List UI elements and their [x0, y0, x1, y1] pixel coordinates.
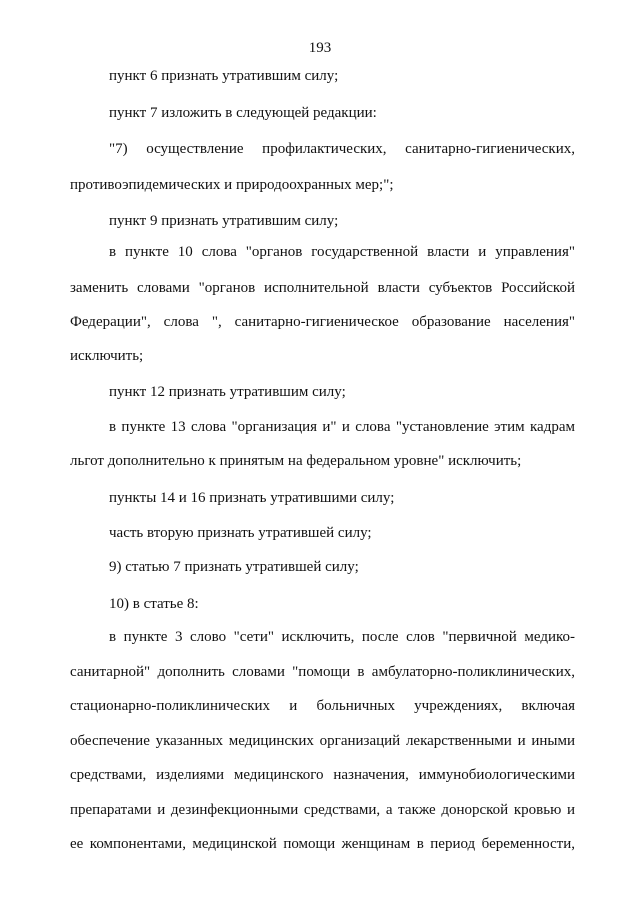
text-line: препаратами и дезинфекционными средствами, а также донорской кровью и — [70, 802, 575, 818]
text-line: пункт 12 признать утратившим силу; — [109, 384, 346, 400]
text-line: ее компонентами, медицинской помощи женщинам в период беременности, — [70, 836, 575, 852]
text-line: стационарно-поликлинических и больничных учреждениях, включая — [70, 698, 575, 714]
page-number: 193 — [308, 40, 332, 56]
text-line: пункт 9 признать утратившим силу; — [109, 213, 339, 229]
text-line: в пункте 3 слово "сети" исключить, после слов "первичной медико- — [109, 629, 575, 645]
text-line: "7) осуществление профилактических, санитарно-гигиенических, — [109, 141, 575, 157]
text-line: исключить; — [70, 348, 144, 364]
text-line: санитарной" дополнить словами "помощи в амбулаторно-поликлинических, — [70, 664, 575, 680]
text-line: часть вторую признать утратившей силу; — [109, 525, 372, 541]
text-line: льгот дополнительно к принятым на федеральном уровне" исключить; — [70, 453, 522, 469]
text-line: 10) в статье 8: — [109, 596, 199, 612]
text-line: 9) статью 7 признать утратившей силу; — [109, 559, 359, 575]
text-line: обеспечение указанных медицинских организаций лекарственными и иными — [70, 733, 575, 749]
text-line: заменить словами "органов исполнительной власти субъектов Российской — [70, 280, 575, 296]
text-line: в пункте 13 слова "организация и" и слова "установление этим кадрам — [109, 419, 575, 435]
text-line: средствами, изделиями медицинского назначения, иммунобиологическими — [70, 767, 575, 783]
text-line: Федерации", слова ", санитарно-гигиеническое образование населения" — [70, 314, 575, 330]
text-line: противоэпидемических и природоохранных мер;"; — [70, 177, 394, 193]
text-line: пункт 7 изложить в следующей редакции: — [109, 105, 377, 121]
text-line: в пункте 10 слова "органов государственной власти и управления" — [109, 244, 575, 260]
text-line: пункты 14 и 16 признать утратившими силу; — [109, 490, 395, 506]
text-line: пункт 6 признать утратившим силу; — [109, 68, 339, 84]
